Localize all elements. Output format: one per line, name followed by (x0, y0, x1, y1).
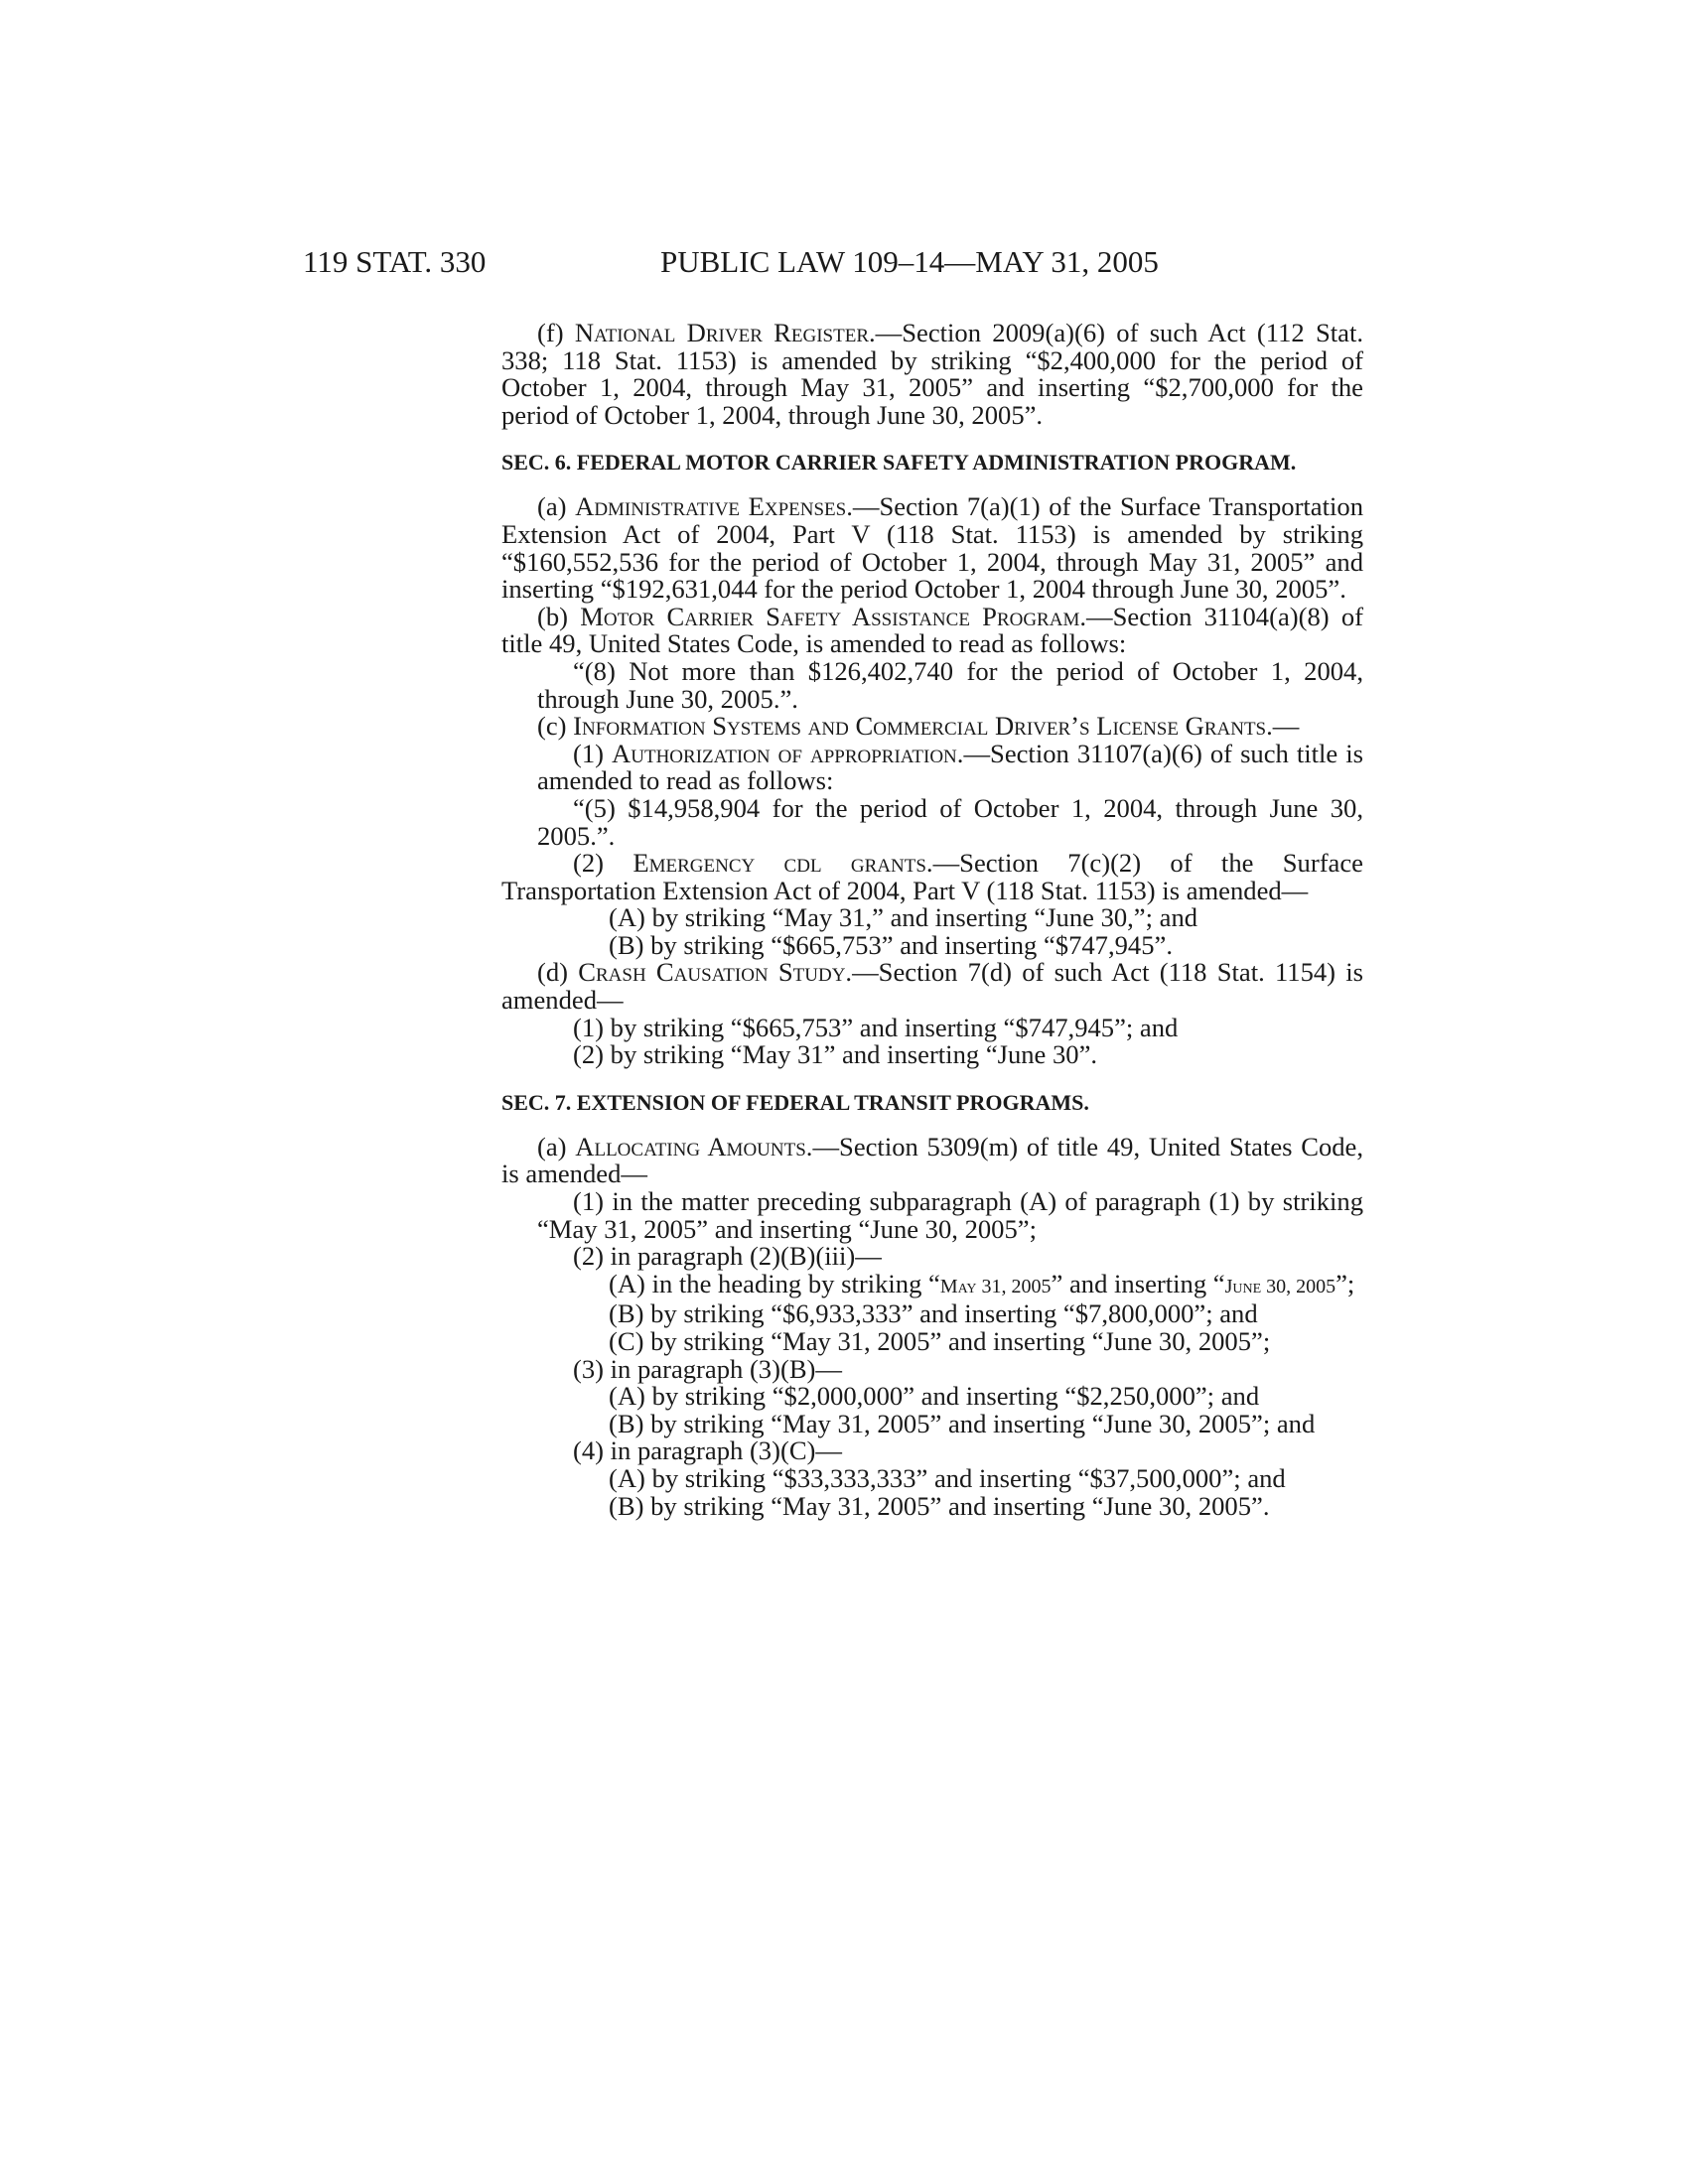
subparagraph-c-2-A: (A) by striking “May 31,” and inserting “June 30,”; and (609, 902, 1198, 933)
subsection-heading: Administrative Expenses. (575, 491, 853, 522)
paragraph-label: (1) (573, 738, 613, 768)
subsection-label: (c) (537, 711, 574, 742)
subparagraph-a-4-A: (A) by striking “$33,333,333” and inserting “$37,500,000”; and (609, 1462, 1286, 1493)
subparagraph-a-4-B: (B) by striking “May 31, 2005” and inserting “June 30, 2005”. (609, 1490, 1270, 1521)
paragraph-c-2 (501, 850, 1363, 904)
paragraph-label: (2) (573, 848, 633, 879)
subsection-f (501, 320, 1363, 429)
subsection-text: —Section 5309(m) of title 49, United States Code, is amended— (501, 1131, 1363, 1189)
paragraph-a-2: (2) in paragraph (2)(B)(iii)— (573, 1241, 882, 1272)
document-body (501, 320, 1363, 1520)
subsection-heading: National Driver Register. (574, 318, 876, 347)
subparagraph-a-3-B: (B) by striking “May 31, 2005” and inserting “June 30, 2005”; and (609, 1408, 1316, 1438)
paragraph-a-3: (3) in paragraph (3)(B)— (573, 1353, 843, 1384)
section-6-subsection-c (501, 713, 1363, 741)
paragraph-c-1 (501, 738, 1363, 796)
subsection-text: — (1272, 711, 1300, 742)
text-segment: ”; (1336, 1268, 1355, 1298)
subsection-label: (a) (537, 491, 576, 522)
small-caps-heading-text: June 30, 2005 (1224, 1275, 1336, 1297)
paragraph-a-4: (4) in paragraph (3)(C)— (573, 1435, 843, 1466)
subparagraph-a-3-A: (A) by striking “$2,000,000” and inserting “$2,250,000”; and (609, 1381, 1260, 1412)
subsection-label: (d) (537, 957, 579, 988)
section-7-subsection-a (501, 1131, 1363, 1189)
subparagraph-a-2-A (501, 1268, 1363, 1301)
subsection-heading: Information Systems and Commercial Driver’s License Grants. (573, 711, 1273, 742)
quoted-text-b: “(8) Not more than $126,402,740 for the period of October 1, 2004, through June 30, 2005.”. (537, 655, 1363, 714)
paragraph-text: —Section 7(c)(2) of the Surface Transportation Extension Act of 2004, Part V (118 Stat. 1153) is amended— (501, 848, 1363, 905)
subsection-text: —Section 7(a)(1) of the Surface Transportation Extension Act of 2004, Part V (118 Stat. 1153) is amended by striking “$160,552,536 for the period of October 1, 2004, through May 31, 2005” and inserting “$192,631,044 for the period October 1, 2004 through June 30, 2005”. (501, 491, 1363, 605)
subsection-label: (f) (537, 318, 575, 347)
paragraph-heading: Emergency cdl grants. (633, 848, 933, 879)
paragraph-d-1: (1) by striking “$665,753” and inserting “$747,945”; and (573, 1012, 1179, 1042)
subsection-label: (b) (537, 601, 581, 631)
text-segment: (A) in the heading by striking “ (609, 1268, 940, 1298)
section-6-subsection-b (501, 601, 1363, 659)
statute-page-reference: 119 STAT. 330 (303, 244, 487, 279)
subsection-label: (a) (537, 1131, 576, 1161)
subparagraph-c-2-B: (B) by striking “$665,753” and inserting “$747,945”. (609, 929, 1173, 960)
quoted-text-c-1: “(5) $14,958,904 for the period of October 1, 2004, through June 30, 2005.”. (537, 792, 1363, 851)
section-6-subsection-a (501, 493, 1363, 603)
subsection-heading: Motor Carrier Safety Assistance Program. (580, 601, 1086, 631)
subparagraph-a-2-C: (C) by striking “May 31, 2005” and inserting “June 30, 2005”; (609, 1326, 1271, 1356)
paragraph-heading: Authorization of appropriation. (612, 738, 964, 768)
subsection-heading: Allocating Amounts. (575, 1131, 813, 1161)
text-segment: ” and inserting “ (1051, 1268, 1225, 1298)
paragraph-a-1: (1) in the matter preceding subparagraph (A) of paragraph (1) by striking “May 31, 2005” and inserting “June 30, 2005”; (537, 1186, 1363, 1244)
subsection-text: —Section 7(d) of such Act (118 Stat. 1154) is amended— (501, 957, 1363, 1016)
section-6-subsection-d (501, 959, 1363, 1014)
subparagraph-a-2-B: (B) by striking “$6,933,333” and inserting “$7,800,000”; and (609, 1298, 1258, 1329)
subsection-text: —Section 31104(a)(8) of title 49, United States Code, is amended to read as follows: (501, 601, 1363, 659)
subsection-text: —Section 2009(a)(6) of such Act (112 Stat. 338; 118 Stat. 1153) is amended by striking “$2,400,000 for the period of October 1, 2004, through May 31, 2005” and inserting “$2,700,000 for the period of October 1, 2004, through June 30, 2005”. (501, 318, 1363, 430)
paragraph-text: —Section 31107(a)(6) of such title is amended to read as follows: (537, 738, 1363, 796)
small-caps-heading-text: May 31, 2005 (939, 1275, 1052, 1297)
section-7-heading: SEC. 7. EXTENSION OF FEDERAL TRANSIT PROGRAMS. (501, 1089, 1089, 1115)
paragraph-d-2: (2) by striking “May 31” and inserting “June 30”. (573, 1039, 1098, 1070)
section-6-heading: SEC. 6. FEDERAL MOTOR CARRIER SAFETY ADMINISTRATION PROGRAM. (501, 450, 1297, 476)
subsection-heading: Crash Causation Study. (578, 957, 853, 988)
law-title: PUBLIC LAW 109–14—MAY 31, 2005 (660, 244, 1159, 279)
running-header (0, 244, 1688, 284)
